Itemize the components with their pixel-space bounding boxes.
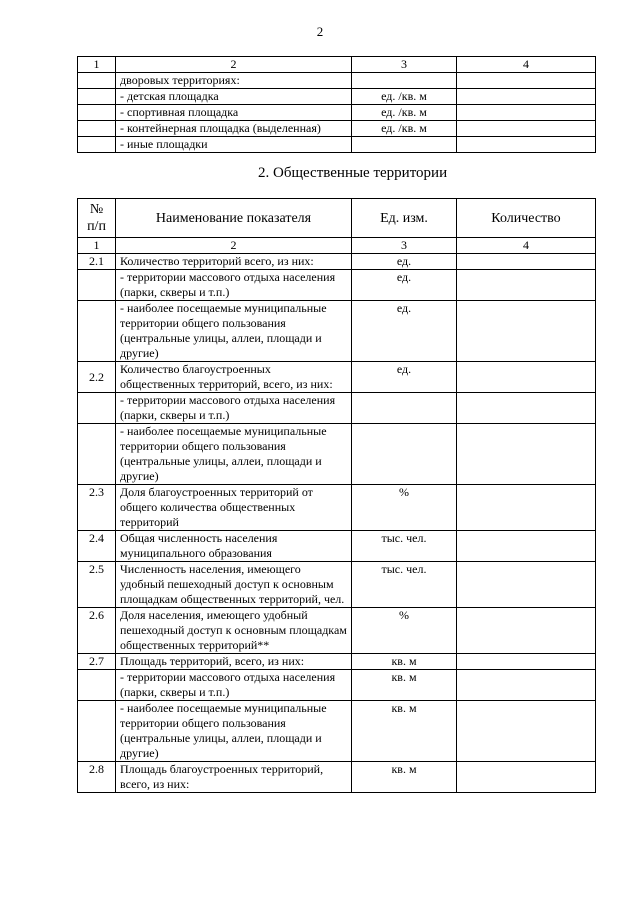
quantity-cell[interactable] [457, 89, 596, 105]
row-number: 2.7 [78, 654, 116, 670]
column-number: 1 [78, 238, 116, 254]
column-number: 2 [116, 238, 352, 254]
column-number: 1 [78, 57, 116, 73]
indicator-name: Площадь благоустроенных территорий, всего, из них: [116, 762, 352, 793]
quantity-cell[interactable] [457, 701, 596, 762]
unit: ед. [352, 301, 457, 362]
header-quantity: Количество [457, 199, 596, 238]
unit: кв. м [352, 762, 457, 793]
row-number [78, 701, 116, 762]
indicator-name: Количество благоустроенных общественных территорий, всего, из них: [116, 362, 352, 393]
quantity-cell[interactable] [457, 121, 596, 137]
row-number [78, 105, 116, 121]
table-row [78, 393, 596, 424]
column-number: 3 [352, 57, 457, 73]
table-row [78, 670, 596, 701]
table-row [78, 254, 596, 270]
unit [352, 137, 457, 153]
row-number [78, 670, 116, 701]
quantity-cell[interactable] [457, 105, 596, 121]
indicator-name: - иные площадки [116, 137, 352, 153]
table-row [78, 654, 596, 670]
unit: ед. [352, 254, 457, 270]
quantity-cell[interactable] [457, 254, 596, 270]
unit [352, 73, 457, 89]
quantity-cell[interactable] [457, 393, 596, 424]
table-row [78, 270, 596, 301]
table-row [78, 701, 596, 762]
row-number [78, 89, 116, 105]
header-number-line1: № [89, 202, 104, 217]
unit: ед. /кв. м [352, 121, 457, 137]
table-row [78, 105, 596, 121]
unit: ед. [352, 270, 457, 301]
indicator-name: Общая численность населения муниципального образования [116, 531, 352, 562]
row-number [78, 393, 116, 424]
header-name: Наименование показателя [116, 199, 352, 238]
column-number: 4 [457, 57, 596, 73]
table-column-numbers [78, 57, 596, 73]
table-row [78, 485, 596, 531]
unit: ед. /кв. м [352, 105, 457, 121]
quantity-cell[interactable] [457, 670, 596, 701]
indicator-name: Численность населения, имеющего удобный пешеходный доступ к основным площадкам общественных территорий, чел. [116, 562, 352, 608]
column-number: 3 [352, 238, 457, 254]
main-table [77, 198, 596, 793]
header-number [78, 199, 116, 238]
indicator-name: Количество территорий всего, из них: [116, 254, 352, 270]
header-unit: Ед. изм. [352, 199, 457, 238]
unit [352, 393, 457, 424]
table-row [78, 301, 596, 362]
table-row [78, 562, 596, 608]
quantity-cell[interactable] [457, 654, 596, 670]
row-number [78, 121, 116, 137]
column-number: 2 [116, 57, 352, 73]
unit: % [352, 485, 457, 531]
table-row [78, 73, 596, 89]
row-number: 2.5 [78, 562, 116, 608]
indicator-name: - территории массового отдыха населения (парки, скверы и т.п.) [116, 270, 352, 301]
page-number: 2 [316, 24, 324, 39]
column-number: 4 [457, 238, 596, 254]
quantity-cell[interactable] [457, 424, 596, 485]
indicator-name: - контейнерная площадка (выделенная) [116, 121, 352, 137]
table-row [78, 362, 596, 393]
quantity-cell[interactable] [457, 485, 596, 531]
header-number-line2: п/п [87, 219, 106, 234]
table-row [78, 89, 596, 105]
quantity-cell[interactable] [457, 73, 596, 89]
indicator-name: Площадь территорий, всего, из них: [116, 654, 352, 670]
table-row [78, 424, 596, 485]
unit: тыс. чел. [352, 562, 457, 608]
indicator-name: Доля населения, имеющего удобный пешеходный доступ к основным площадкам общественных территорий** [116, 608, 352, 654]
quantity-cell[interactable] [457, 608, 596, 654]
quantity-cell[interactable] [457, 762, 596, 793]
unit: % [352, 608, 457, 654]
row-number [78, 73, 116, 89]
table-header-row [78, 199, 596, 238]
quantity-cell[interactable] [457, 362, 596, 393]
indicator-name: - наиболее посещаемые муниципальные территории общего пользования (центральные улицы, аллеи, площади и другие) [116, 424, 352, 485]
indicator-name: - спортивная площадка [116, 105, 352, 121]
row-number: 2.3 [78, 485, 116, 531]
table-row [78, 608, 596, 654]
indicator-name: - территории массового отдыха населения (парки, скверы и т.п.) [116, 670, 352, 701]
indicator-name: Доля благоустроенных территорий от общего количества общественных территорий [116, 485, 352, 531]
unit: кв. м [352, 670, 457, 701]
table-row [78, 137, 596, 153]
indicator-name: дворовых территориях: [116, 73, 352, 89]
unit: тыс. чел. [352, 531, 457, 562]
row-number [78, 137, 116, 153]
quantity-cell[interactable] [457, 301, 596, 362]
row-number: 2.2 [78, 362, 116, 393]
indicator-name: - территории массового отдыха населения (парки, скверы и т.п.) [116, 393, 352, 424]
row-number [78, 424, 116, 485]
row-number: 2.8 [78, 762, 116, 793]
unit: кв. м [352, 654, 457, 670]
unit [352, 424, 457, 485]
row-number [78, 270, 116, 301]
indicator-name: - детская площадка [116, 89, 352, 105]
table-row [78, 531, 596, 562]
table-row [78, 121, 596, 137]
quantity-cell[interactable] [457, 562, 596, 608]
row-number [78, 301, 116, 362]
top-table [77, 56, 596, 153]
section-title: 2. Общественные территории [258, 165, 448, 181]
row-number: 2.1 [78, 254, 116, 270]
quantity-cell[interactable] [457, 531, 596, 562]
indicator-name: - наиболее посещаемые муниципальные территории общего пользования (центральные улицы, аллеи, площади и другие) [116, 301, 352, 362]
unit: кв. м [352, 701, 457, 762]
unit: ед. /кв. м [352, 89, 457, 105]
quantity-cell[interactable] [457, 137, 596, 153]
table-column-numbers [78, 238, 596, 254]
quantity-cell[interactable] [457, 270, 596, 301]
table-row [78, 762, 596, 793]
row-number: 2.4 [78, 531, 116, 562]
indicator-name: - наиболее посещаемые муниципальные территории общего пользования (центральные улицы, аллеи, площади и другие) [116, 701, 352, 762]
row-number: 2.6 [78, 608, 116, 654]
unit: ед. [352, 362, 457, 393]
